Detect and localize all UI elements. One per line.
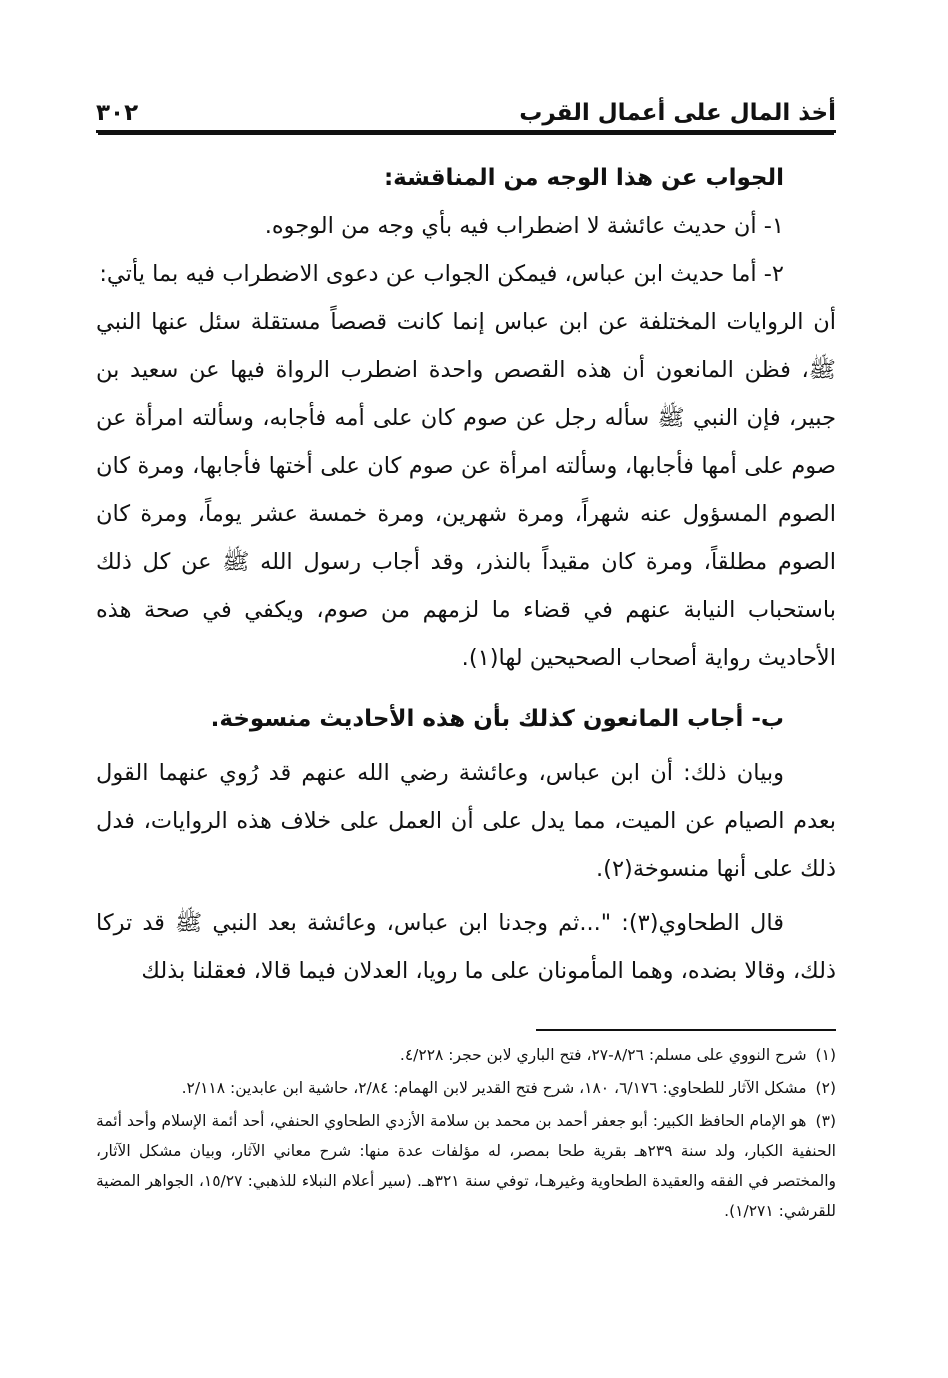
footnote-text: هو الإمام الحافظ الكبير: أبو جعفر أحمد بن محمد بن سلامة الأزدي الطحاوي الحنفي، أحد أئمة الإسلام وأحد أئمة الحنفية الكبار، ولد سنة ٢٣٩هـ بقرية طحا بمصر، له مؤلفات عدة منها: شرح معاني الآثار، وبيان مشكل الآثار، والمختصر في الفقه والعقيدة الطحاوية وغيرهـا، توفي سنة ٣٢١هـ. (سير أعلام النبلاء للذهبي: ١٥/٢٧، الجواهر المضية للقرشي: ١/٢٧١). [96, 1112, 836, 1220]
point-2-body: أن الروايات المختلفة عن ابن عباس إنما كانت قصصاً مستقلة سئل عنها النبي ﷺ، فظن المانعون أن هذه القصص واحدة اضطرب الرواة فيها عن سعيد بن جبير، فإن النبي ﷺ سأله رجل عن صوم كان على أمه فأجابه، وسألته امرأة عن صوم على أمها فأجابها، وسألته امرأة عن صوم كان على أختها فأجابها، ومرة كان الصوم المسؤول عنه شهراً، ومرة شهرين، ومرة خمسة عشر يوماً، ومرة كان الصوم مطلقاً، ومرة كان مقيداً بالنذر، وقد أجاب رسول الله ﷺ عن كل ذلك باستحباب النيابة عنهم في قضاء ما لزمهم من صوم، ويكفي في صحة هذه الأحاديث رواية أصحاب الصحيحين لها(١). [96, 309, 836, 671]
running-header-title: أخذ المال على أعمال القرب [519, 100, 836, 126]
point-1: ١- أن حديث عائشة لا اضطراب فيه بأي وجه من الوجوه. [264, 213, 784, 239]
answer-heading: الجواب عن هذا الوجه من المناقشة: [383, 165, 784, 191]
footnotes-section [96, 1029, 836, 1226]
footnote-separator [536, 1029, 836, 1031]
footnote-number: (٣) [815, 1112, 836, 1130]
tahawi-quote-paragraph: قال الطحاوي(٣): "...ثم وجدنا ابن عباس، وعائشة بعد النبي ﷺ قد تركا ذلك، وقالا بضده، وهما المأمونان على ما رويا، العدلان فيما قالا، فعقلنا بذلك [96, 910, 836, 984]
page-header [96, 82, 836, 133]
main-text [96, 154, 836, 995]
footnote-3 [96, 1106, 836, 1226]
footnote-number: (٢) [815, 1079, 836, 1097]
section-b-paragraph: وبيان ذلك: أن ابن عباس، وعائشة رضي الله عنهم قد رُوي عنهما القول بعدم الصيام عن الميت، مما يدل على أن العمل على خلاف هذه الروايات، فدل ذلك على أنها منسوخة(٢). [96, 760, 836, 882]
footnote-2 [96, 1073, 836, 1103]
section-b-heading: ب- أجاب المانعون كذلك بأن هذه الأحاديث منسوخة. [210, 706, 784, 732]
point-2-intro: ٢- أما حديث ابن عباس، فيمكن الجواب عن دعوى الاضطراب فيه بما يأتي: [99, 261, 784, 287]
footnote-text: مشكل الآثار للطحاوي: ٦/١٧٦، ١٨٠، شرح فتح القدير لابن الهمام: ٢/٨٤، حاشية ابن عابدين: ٢/١١٨. [181, 1079, 807, 1097]
footnote-text: شرح النووي على مسلم: ٨/٢٦-٢٧، فتح الباري لابن حجر: ٤/٢٢٨. [399, 1046, 807, 1064]
footnote-1 [96, 1040, 836, 1070]
footnote-number: (١) [815, 1046, 836, 1064]
page-number: ٣٠٢ [96, 100, 139, 126]
